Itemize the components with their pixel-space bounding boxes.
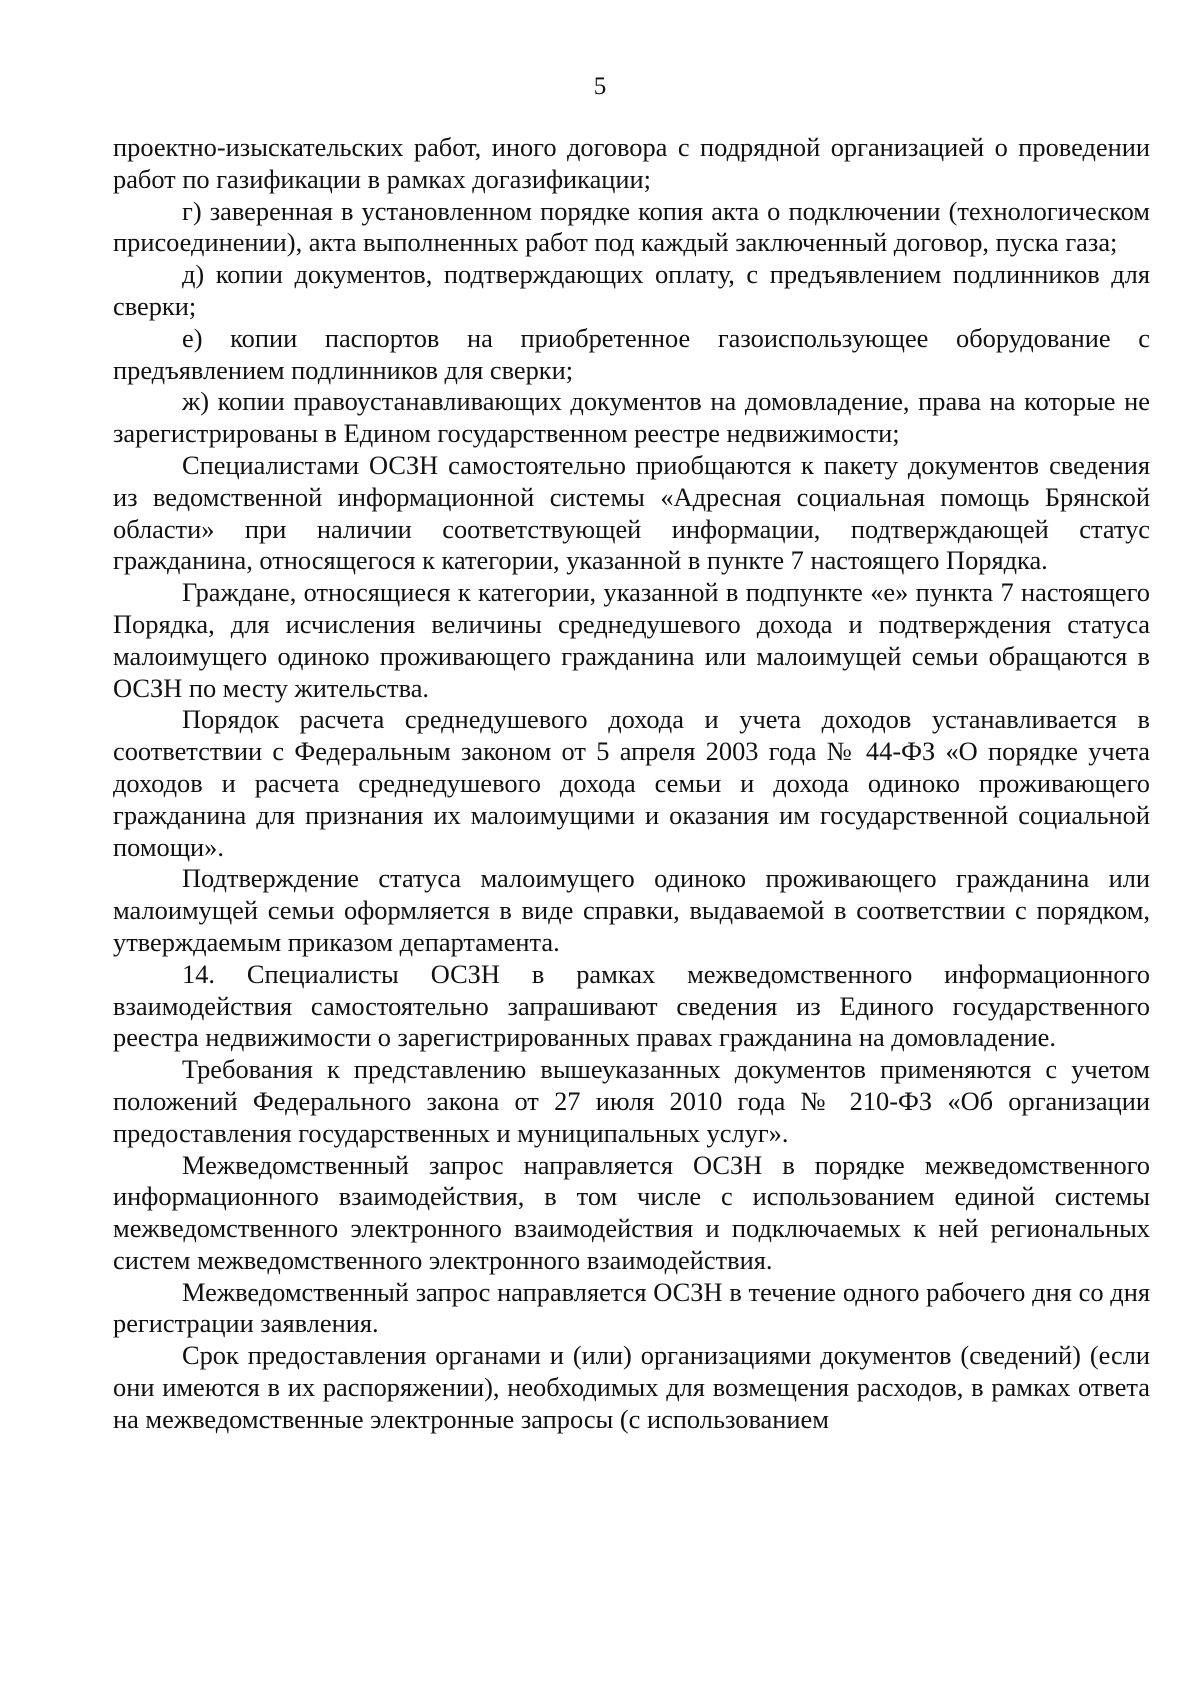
paragraph-item-zh: ж) копии правоустанавливающих документов на домовладение, права на которые не зарегистрированы в Едином государственном реестре недвижимости;	[113, 386, 1150, 449]
paragraph-interagency-request: Межведомственный запрос направляется ОСЗН в порядке межведомственного информационного взаимодействия, в том числе с использованием единой системы межведомственного электронного взаимодействия и подключаемых к ней региональных систем межведомственного электронного взаимодействия.	[113, 1149, 1150, 1275]
paragraph-request-timing: Межведомственный запрос направляется ОСЗН в течение одного рабочего дня со дня регистрации заявления.	[113, 1276, 1150, 1339]
paragraph-submission-deadline: Срок предоставления органами и (или) организациями документов (сведений) (если они имеются в их распоряжении), необходимых для возмещения расходов, в рамках ответа на межведомственные электронные запросы (с использованием	[113, 1340, 1150, 1434]
paragraph-item-g: г) заверенная в установленном порядке копия акта о подключении (технологическом присоединении), акта выполненных работ под каждый заключенный договор, пуска газа;	[113, 195, 1150, 258]
paragraph-continuation: проектно-изыскательских работ, иного договора с подрядной организацией о проведении работ по газификации в рамках догазификации;	[113, 132, 1150, 194]
paragraph-requirements: Требования к представлению вышеуказанных документов применяются с учетом положений Федерального закона от 27 июля 2010 года № 210-ФЗ «Об организации предоставления государственных и муниципальных услуг».	[113, 1054, 1150, 1148]
page-number: 5	[593, 73, 607, 100]
paragraph-status-confirmation: Подтверждение статуса малоимущего одиноко проживающего гражданина или малоимущей семьи оформляется в виде справки, выдаваемой в соответствии с порядком, утверждаемым приказом департамента.	[113, 863, 1150, 957]
paragraph-item-e: е) копии паспортов на приобретенное газоиспользующее оборудование с предъявлением подлинников для сверки;	[113, 322, 1150, 385]
paragraph-citizens-category: Граждане, относящиеся к категории, указанной в подпункте «е» пункта 7 настоящего Порядка, для исчисления величины среднедушевого дохода и подтверждения статуса малоимущего одиноко проживающего гражданина или малоимущей семьи обращаются в ОСЗН по месту жительства.	[113, 577, 1150, 703]
paragraph-item-14: 14. Специалисты ОСЗН в рамках межведомственного информационного взаимодействия самостоятельно запрашивают сведения из Единого государственного реестра недвижимости о зарегистрированных правах гражданина на домовладение.	[113, 958, 1150, 1053]
paragraph-oszn-specialists: Специалистами ОСЗН самостоятельно приобщаются к пакету документов сведения из ведомственной информационной системы «Адресная социальная помощь Брянской области» при наличии соответствующей информации, подтверждающей статус гражданина, относящегося к категории, указанной в пункте 7 настоящего Порядка.	[113, 449, 1150, 576]
document-body	[113, 132, 1150, 1436]
paragraph-item-d: д) копии документов, подтверждающих оплату, с предъявлением подлинников для сверки;	[113, 259, 1150, 321]
paragraph-income-calculation: Порядок расчета среднедушевого дохода и учета доходов устанавливается в соответствии с Федеральным законом от 5 апреля 2003 года № 44-ФЗ «О порядке учета доходов и расчета среднедушевого дохода семьи и дохода одиноко проживающего гражданина для признания их малоимущими и оказания им государственной социальной помощи».	[113, 704, 1150, 862]
